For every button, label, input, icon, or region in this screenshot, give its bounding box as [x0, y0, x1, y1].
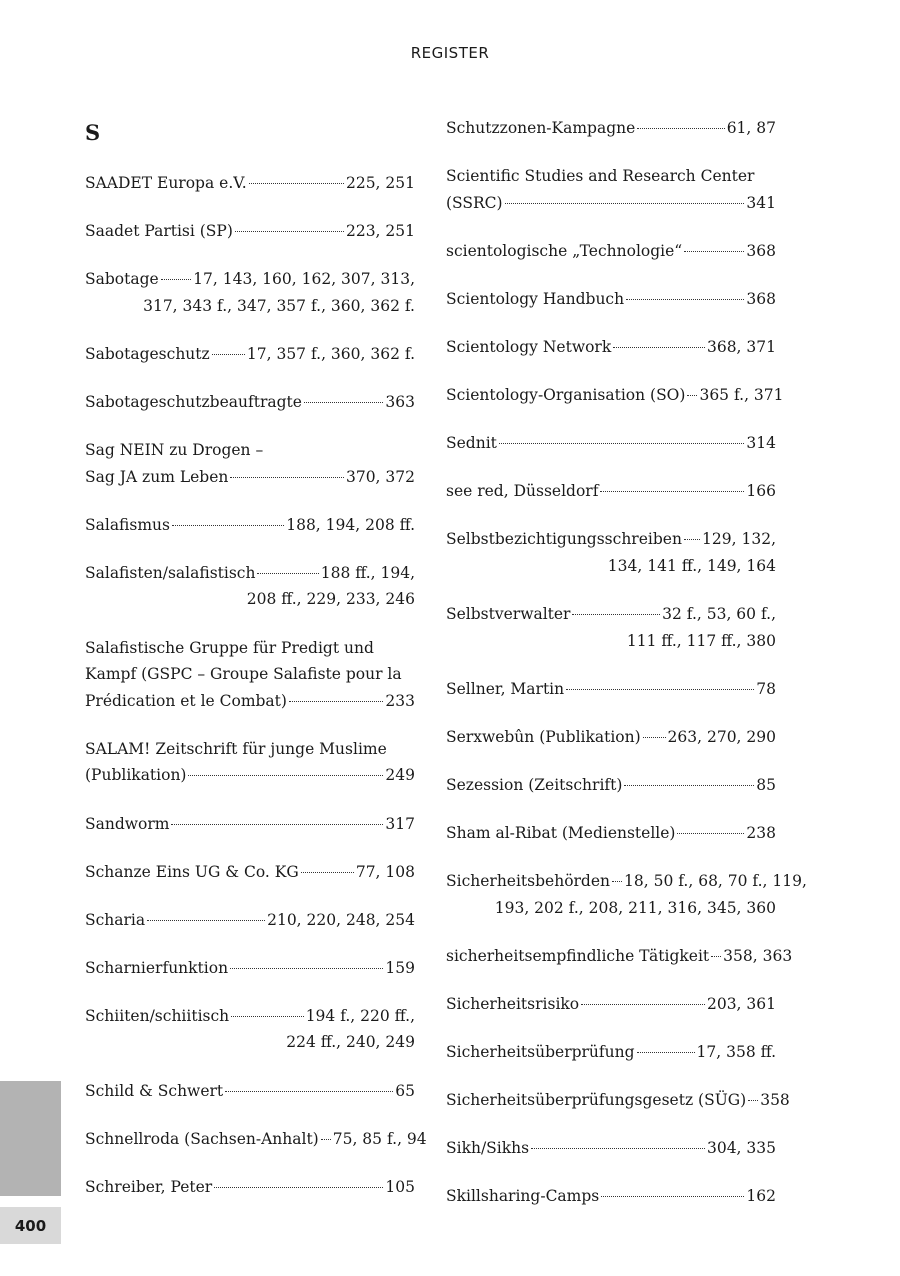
index-entry: [446, 238, 776, 265]
index-entry: [446, 478, 776, 505]
index-entry: [446, 724, 776, 751]
index-entry: [446, 1135, 776, 1162]
index-entry: [85, 1003, 415, 1056]
entry-pages: 238: [746, 824, 776, 842]
index-entry: [85, 512, 415, 539]
entry-leader-row: [85, 811, 415, 838]
entry-leader-row: [85, 218, 415, 245]
entry-leader-row: [85, 512, 415, 539]
index-entry: [446, 943, 793, 970]
entry-leader-row: [446, 868, 807, 895]
entry-term: Schild & Schwert: [85, 1081, 224, 1100]
entry-leader-row: [85, 1126, 427, 1153]
dot-leader: [147, 920, 265, 921]
entry-leader-row: [85, 688, 415, 715]
entry-leader-row: [85, 859, 415, 886]
dot-leader: [624, 785, 754, 786]
entry-term: Selbstbezichtigungsschreiben: [446, 530, 682, 549]
entry-pages: 17, 358 ff.: [696, 1042, 776, 1061]
dot-leader: [505, 203, 745, 204]
index-entry: [85, 170, 415, 197]
entry-leader-row: [85, 1003, 415, 1030]
index-entry: [446, 334, 776, 361]
dot-leader: [748, 1100, 758, 1101]
entry-leader-row: [446, 1183, 776, 1210]
dot-leader: [684, 539, 700, 540]
entry-pages-continued: 134, 141 ff., 149, 164: [607, 556, 776, 575]
entry-term: sicherheitsempfindliche Tätigkeit: [446, 946, 710, 965]
entry-term: Scientology Handbuch: [446, 289, 625, 308]
dot-leader: [225, 1091, 393, 1092]
entry-pages: 32 f., 53, 60 f.,: [662, 605, 776, 624]
dot-leader: [612, 881, 622, 882]
entry-pages: 223, 251: [345, 222, 415, 241]
entry-term: Sham al-Ribat (Medienstelle): [446, 824, 676, 842]
dot-leader: [188, 775, 383, 776]
dot-leader: [301, 872, 354, 873]
entry-leader-row: [446, 115, 776, 142]
entry-leader-row: [85, 1174, 415, 1201]
entry-pages-continued: 208 ff., 229, 233, 246: [246, 590, 415, 609]
entry-pages: 370, 372: [345, 467, 415, 486]
entry-leader-row: [446, 526, 776, 553]
entry-term: scientologische „Technologie“: [446, 241, 683, 260]
dot-leader: [249, 183, 344, 184]
index-entry: [85, 811, 415, 838]
entry-pages: 304, 335: [706, 1139, 776, 1158]
entry-pages: 317: [385, 814, 415, 833]
entry-pages: 65: [395, 1081, 415, 1100]
index-entry: [85, 1078, 415, 1105]
index-entry: [446, 601, 776, 654]
index-entry: [85, 736, 415, 789]
entry-pages: 225, 251: [345, 174, 415, 192]
entry-leader-row: [85, 907, 415, 934]
entry-term: Sicherheitsüberprüfungsgesetz (SÜG): [446, 1091, 747, 1110]
dot-leader: [257, 573, 318, 574]
entry-term: SAADET Europa e.V.: [85, 174, 247, 192]
entry-pages: 368: [746, 289, 776, 308]
entry-leader-row: [446, 772, 776, 799]
index-entry: [446, 820, 776, 847]
index-entry: [85, 859, 415, 886]
entry-pages: 263, 270, 290: [667, 727, 776, 746]
entry-term: Saadet Partisi (SP): [85, 222, 233, 241]
dot-leader: [172, 525, 284, 526]
entry-pages: 210, 220, 248, 254: [267, 910, 415, 929]
entry-leader-row: [446, 478, 776, 505]
entry-term: Sabotageschutz: [85, 344, 210, 363]
section-letter: S: [85, 120, 101, 145]
entry-term: Skillsharing-Camps: [446, 1187, 600, 1206]
index-entry: [446, 115, 776, 142]
entry-pages: 188, 194, 208 ff.: [286, 515, 415, 534]
dot-leader: [289, 701, 383, 702]
entry-pages: 233: [385, 691, 415, 710]
entry-leader-row: [446, 724, 776, 751]
entry-leader-row: [85, 464, 415, 491]
index-entry: [446, 1039, 776, 1066]
entry-leader-row: [446, 430, 776, 457]
entry-leader-row: [446, 601, 776, 628]
dot-leader: [161, 279, 191, 280]
dot-leader: [230, 477, 344, 478]
index-entry: [85, 1126, 427, 1153]
entry-leader-row: [446, 991, 776, 1018]
entry-pages-continued: 317, 343 f., 347, 357 f., 360, 362 f.: [143, 296, 415, 315]
running-head: REGISTER: [410, 44, 490, 62]
index-entry: [85, 955, 415, 982]
entry-pages: 85: [756, 775, 776, 794]
entry-pages: 17, 143, 160, 162, 307, 313,: [193, 270, 415, 289]
entry-term: Schnellroda (Sachsen-Anhalt): [85, 1129, 319, 1148]
entry-pages: 188 ff., 194,: [320, 563, 415, 582]
entry-leader-row: [446, 334, 776, 361]
entry-term: Sicherheitsbehörden: [446, 872, 611, 891]
entry-leader-row: [446, 943, 793, 970]
dot-leader: [601, 1196, 744, 1197]
entry-term: Sicherheitsüberprüfung: [446, 1042, 635, 1061]
dot-leader: [600, 491, 744, 492]
entry-pages-continued: 111 ff., 117 ff., 380: [626, 631, 776, 650]
entry-leader-row: [85, 560, 415, 587]
index-entry: [446, 163, 776, 216]
dot-leader: [643, 737, 666, 738]
dot-leader: [677, 833, 744, 834]
index-entry: [85, 218, 415, 245]
index-entry: [85, 907, 415, 934]
entry-term: Sikh/Sikhs: [446, 1139, 530, 1158]
entry-term: Sellner, Martin: [446, 679, 565, 698]
entry-pages: 203, 361: [706, 994, 776, 1013]
entry-term: Prédication et le Combat): [85, 691, 287, 710]
index-entry: [85, 1174, 415, 1201]
entry-leader-row: [85, 170, 415, 197]
index-entry: [446, 382, 784, 409]
entry-term: (Publikation): [85, 766, 187, 785]
index-entry: [446, 286, 776, 313]
dot-leader: [684, 251, 744, 252]
entry-pages: 341: [746, 193, 776, 212]
left-entries: [85, 170, 427, 1200]
entry-pages: 78: [756, 679, 776, 698]
dot-leader: [626, 299, 744, 300]
entry-pages: 129, 132,: [702, 530, 776, 549]
entry-pages: 159: [385, 958, 415, 977]
entry-pages: 368, 371: [706, 337, 776, 356]
entry-leader-row: [446, 676, 776, 703]
entry-term: Salafismus: [85, 515, 170, 534]
entry-term: Scientology-Organisation (SO): [446, 386, 686, 405]
entry-pages: 365 f., 371: [699, 386, 784, 405]
page-number: 400: [0, 1207, 61, 1244]
index-entry: [446, 1087, 790, 1114]
entry-term-line: Salafistische Gruppe für Predigt und: [85, 638, 374, 657]
entry-leader-row: [446, 286, 776, 313]
index-entry: [446, 526, 776, 579]
entry-term-line: Sag NEIN zu Drogen –: [85, 441, 264, 460]
index-entry: [446, 991, 776, 1018]
dot-leader: [581, 1004, 705, 1005]
dot-leader: [637, 128, 724, 129]
dot-leader: [214, 1187, 383, 1188]
entry-pages: 77, 108: [355, 862, 415, 881]
entry-leader-row: [446, 238, 776, 265]
index-entry: [85, 341, 415, 368]
dot-leader: [572, 614, 660, 615]
dot-leader: [171, 824, 383, 825]
entry-leader-row: [85, 341, 415, 368]
entry-leader-row: [446, 1135, 776, 1162]
entry-term: Schiiten/schiitisch: [85, 1006, 230, 1025]
entry-pages: 314: [746, 434, 776, 453]
entry-pages: 18, 50 f., 68, 70 f., 119,: [624, 872, 807, 891]
dot-leader: [212, 354, 245, 355]
entry-term: Sednit: [446, 434, 497, 453]
dot-leader: [566, 689, 754, 690]
index-entry: [446, 1183, 776, 1210]
index-entry: [446, 772, 776, 799]
entry-leader-row: [446, 382, 784, 409]
entry-term-line: Kampf (GSPC – Groupe Salafiste pour la: [85, 665, 402, 684]
entry-term-line: Scientific Studies and Research Center: [446, 167, 755, 186]
entry-pages: 358: [760, 1091, 790, 1110]
entry-term: Sezession (Zeitschrift): [446, 775, 623, 794]
dot-leader: [231, 1016, 304, 1017]
entry-pages: 363: [385, 392, 415, 411]
entry-pages: 194 f., 220 ff.,: [305, 1006, 415, 1025]
entry-pages-continued: 193, 202 f., 208, 211, 316, 345, 360: [494, 898, 776, 917]
index-column-right: [446, 115, 807, 1231]
index-entry: [446, 676, 776, 703]
entry-leader-row: [85, 266, 415, 293]
entry-pages: 166: [746, 482, 776, 501]
index-entry: [85, 389, 415, 416]
entry-leader-row: [446, 1039, 776, 1066]
entry-leader-row: [85, 762, 415, 789]
entry-pages: 75, 85 f., 94: [332, 1129, 427, 1148]
entry-leader-row: [446, 820, 776, 847]
entry-leader-row: [85, 955, 415, 982]
entry-pages: 249: [385, 766, 415, 785]
dot-leader: [321, 1139, 331, 1140]
entry-leader-row: [446, 1087, 790, 1114]
index-column-left: [85, 115, 427, 1222]
entry-term: Schanze Eins UG & Co. KG: [85, 862, 299, 881]
entry-term-line: SALAM! Zeitschrift für junge Muslime: [85, 739, 387, 758]
entry-term: Sandworm: [85, 814, 170, 833]
entry-leader-row: [85, 389, 415, 416]
dot-leader: [531, 1148, 705, 1149]
entry-term: Sabotageschutzbeauftragte: [85, 392, 302, 411]
index-entry: [446, 430, 776, 457]
index-entry: [85, 560, 415, 613]
entry-pages: 162: [746, 1187, 776, 1206]
entry-leader-row: [446, 190, 776, 217]
entry-pages: 105: [385, 1177, 415, 1196]
entry-term: Sag JA zum Leben: [85, 467, 229, 486]
thumb-index-tab: [0, 1081, 61, 1196]
entry-term: see red, Düsseldorf: [446, 482, 599, 501]
entry-term: Sicherheitsrisiko: [446, 994, 580, 1013]
entry-pages-continued: 224 ff., 240, 249: [286, 1033, 415, 1052]
entry-term: (SSRC): [446, 193, 503, 212]
dot-leader: [613, 347, 705, 348]
entry-term: Selbstverwalter: [446, 605, 571, 624]
entry-term: Schutzzonen-Kampagne: [446, 119, 636, 137]
dot-leader: [711, 956, 721, 957]
entry-pages: 358, 363: [723, 946, 793, 965]
entry-term: Salafisten/salafistisch: [85, 563, 256, 582]
index-entry: [446, 868, 807, 921]
dot-leader: [637, 1052, 695, 1053]
entry-term: Serxwebûn (Publikation): [446, 727, 641, 746]
dot-leader: [499, 443, 745, 444]
dot-leader: [304, 402, 383, 403]
entry-pages: 61, 87: [726, 119, 776, 137]
entry-term: Schreiber, Peter: [85, 1177, 213, 1196]
right-entries: [446, 115, 807, 1210]
entry-term: Scharia: [85, 910, 146, 929]
entry-leader-row: [85, 1078, 415, 1105]
index-entry: [85, 266, 415, 319]
dot-leader: [230, 968, 383, 969]
entry-pages: 368: [746, 241, 776, 260]
dot-leader: [235, 231, 344, 232]
entry-term: Scientology Network: [446, 337, 612, 356]
index-entry: [85, 635, 415, 715]
entry-term: Sabotage: [85, 270, 159, 289]
index-entry: [85, 437, 415, 490]
dot-leader: [687, 395, 697, 396]
entry-term: Scharnierfunktion: [85, 958, 229, 977]
entry-pages: 17, 357 f., 360, 362 f.: [246, 344, 415, 363]
